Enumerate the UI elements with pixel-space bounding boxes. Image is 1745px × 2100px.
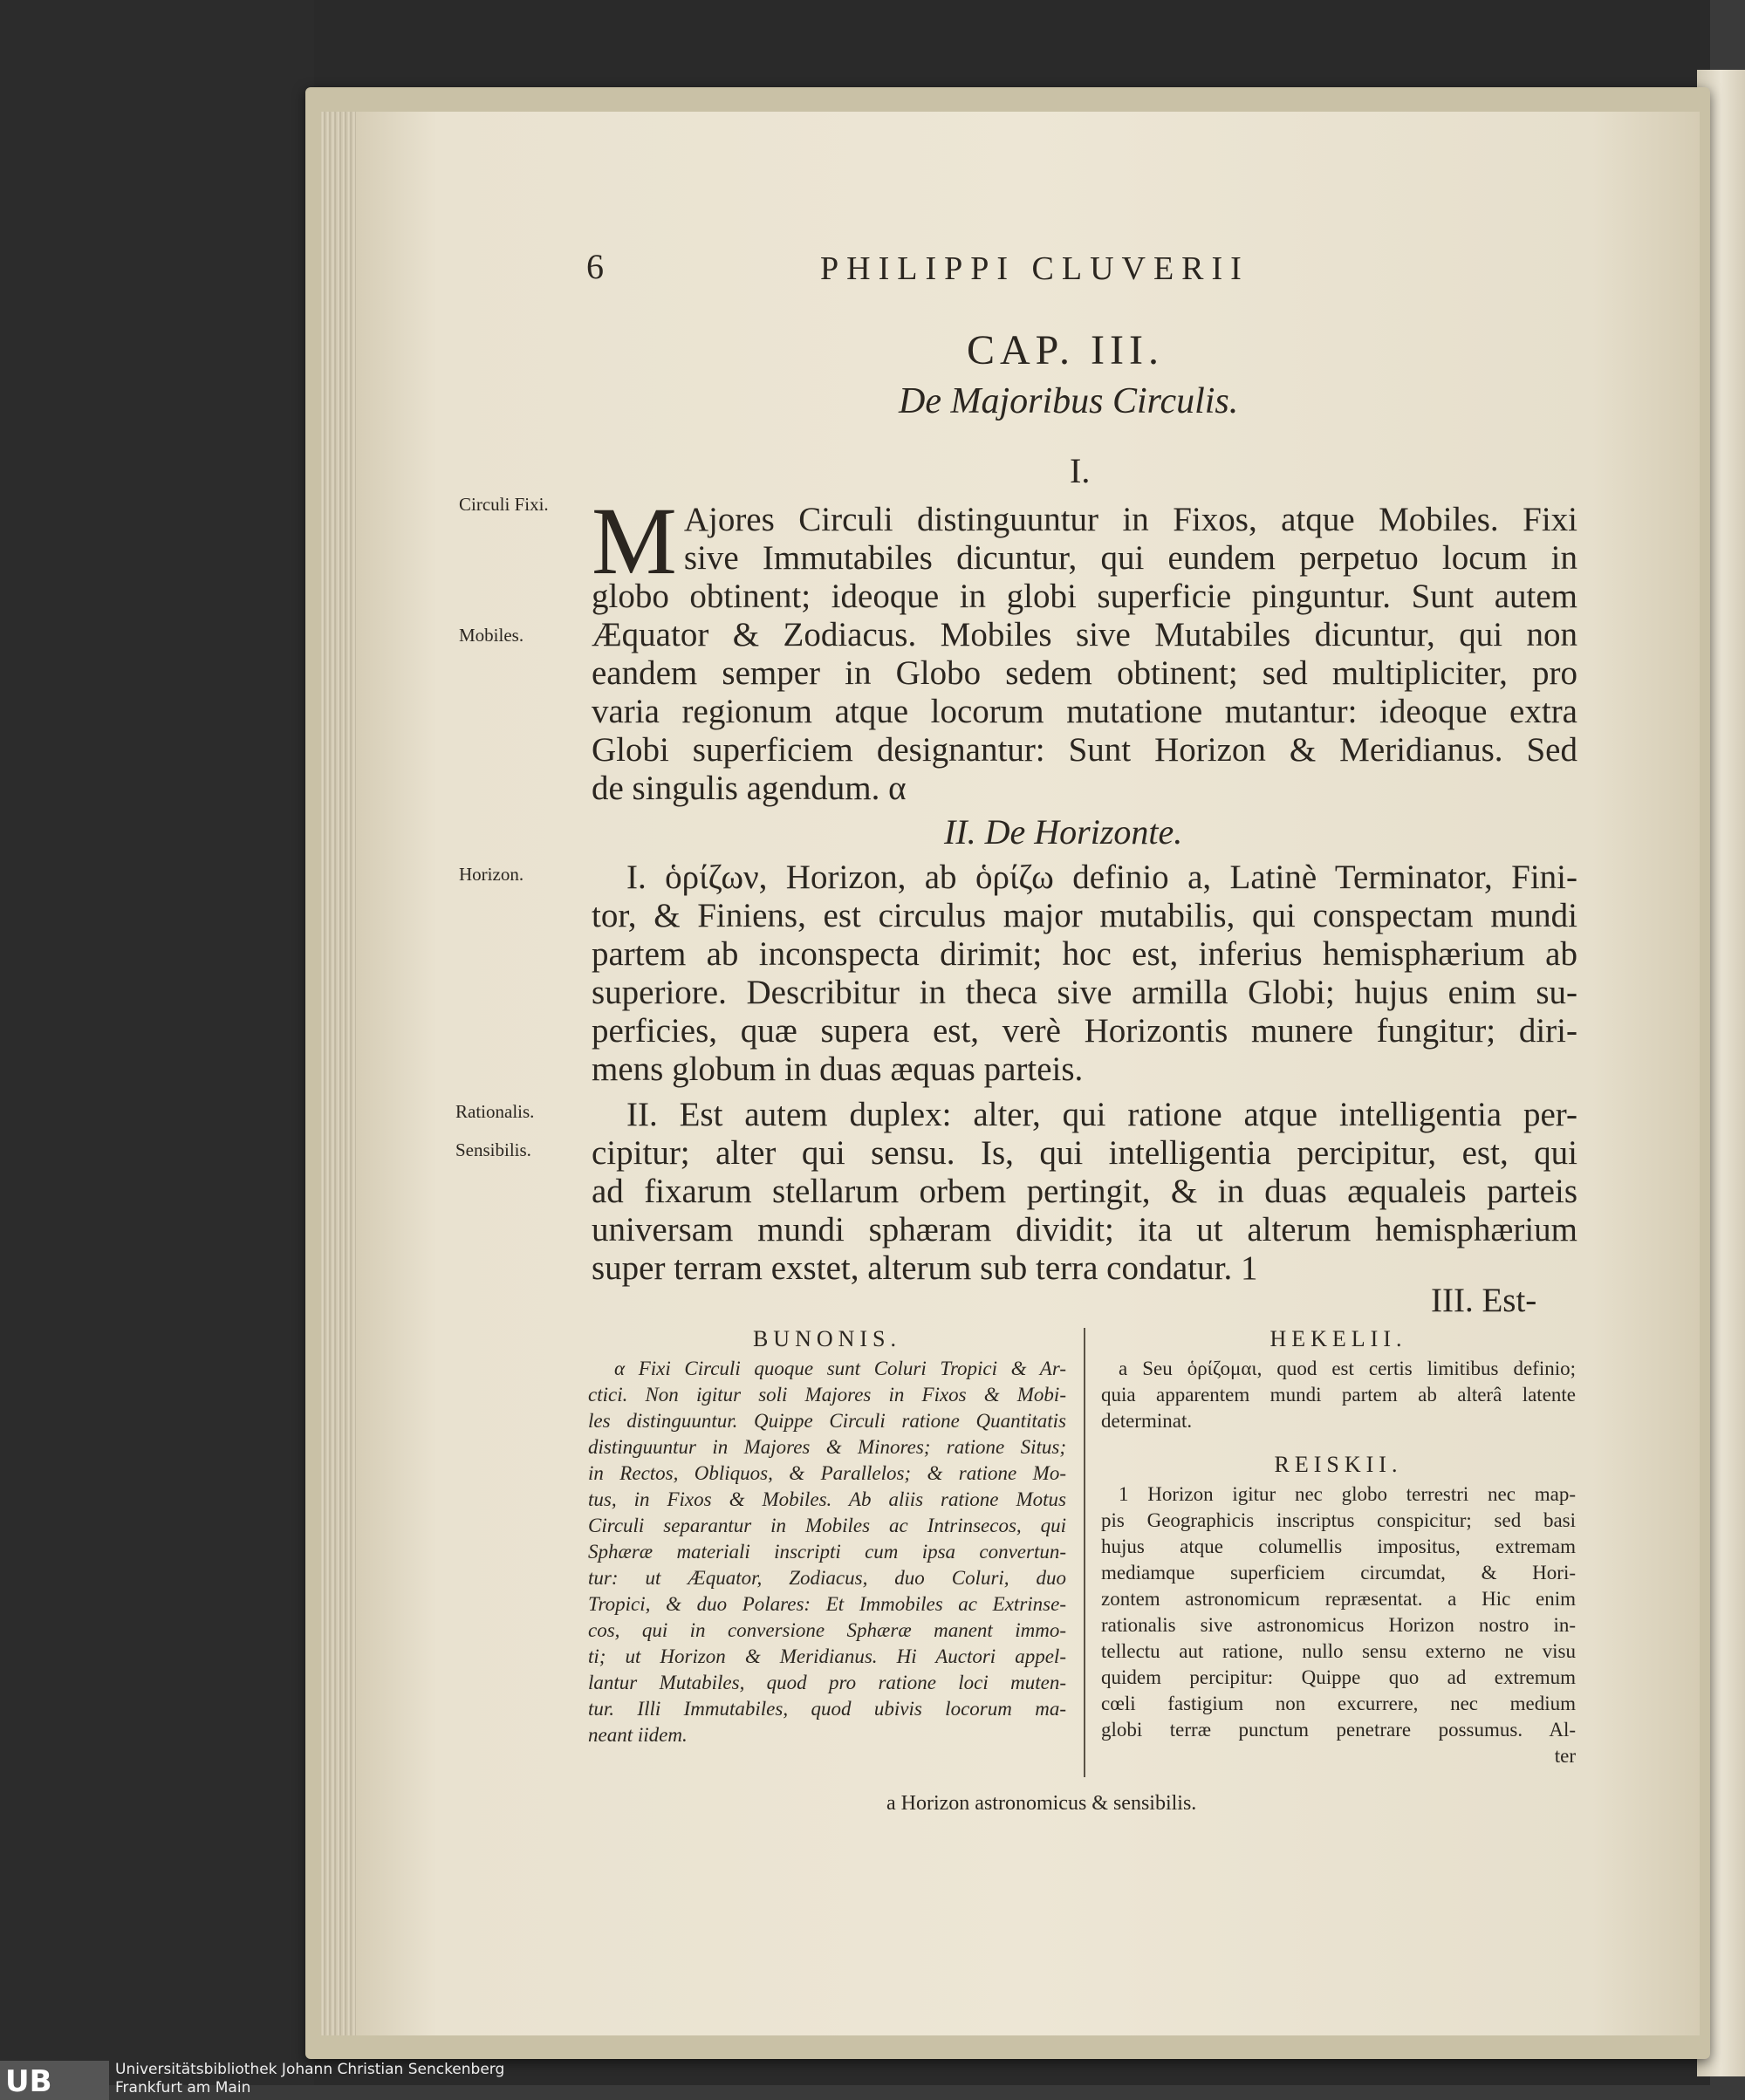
- note-line: distinguuntur in Majores & Minores; ratione Situs;: [588, 1436, 1066, 1458]
- text-line: eandem semper in Globo sedem obtinent; sed multipliciter, pro: [592, 654, 1577, 692]
- note-line: ctici. Non igitur soli Majores in Fixos & Mobi-: [588, 1384, 1066, 1406]
- note-line: cos, qui in conversione Sphæræ manent immo-: [588, 1619, 1066, 1641]
- note-line: determinat.: [1101, 1410, 1193, 1432]
- note-line: quia apparentem mundi partem ab alterâ latente: [1101, 1384, 1576, 1406]
- note-line: hujus atque columellis impositus, extremam: [1101, 1536, 1576, 1557]
- section2-title: II. De Horizonte.: [944, 812, 1183, 852]
- note-line: rationalis sive astronomicus Horizon nostro in-: [1101, 1614, 1576, 1636]
- text-line: perficies, quæ supera est, verè Horizontis munere fungitur; diri-: [592, 1012, 1577, 1050]
- text-line: varia regionum atque locorum mutatione mutantur: ideoque extra: [592, 693, 1577, 730]
- margin-rationalis: Rationalis.: [455, 1101, 535, 1122]
- text-line: Globi superficiem designantur: Sunt Horizon & Meridianus. Sed: [592, 731, 1577, 769]
- notes-left-column: [588, 1326, 1066, 1748]
- notes-left-heading: BUNONIS.: [752, 1326, 902, 1351]
- catchword: III. Est-: [1431, 1282, 1537, 1319]
- background-left: [0, 0, 314, 2085]
- note-line: Tropici, & duo Polares: Et Immobiles ac Extrinse-: [588, 1593, 1066, 1615]
- running-title: PHILIPPI CLUVERII: [820, 250, 1249, 287]
- note-line: 1 Horizon igitur nec globo terrestri nec map-: [1119, 1483, 1576, 1505]
- note-line: zontem astronomicum repræsentat. a Hic enim: [1101, 1588, 1576, 1610]
- page-edges: [321, 112, 356, 2035]
- margin-horizon: Horizon.: [459, 864, 524, 885]
- note-line: les distinguuntur. Quippe Circuli ratione Quantitatis: [588, 1410, 1066, 1432]
- chapter-title: De Majoribus Circulis.: [899, 381, 1239, 421]
- margin-mobiles: Mobiles.: [459, 625, 524, 646]
- note-line: tur. Illi Immutabiles, quod ubivis locorum ma-: [588, 1698, 1066, 1720]
- text-line: super terram exstet, alterum sub terra condatur. 1: [592, 1249, 1258, 1287]
- page-number: 6: [586, 247, 604, 286]
- section2-para1: [592, 858, 1577, 1089]
- margin-sensibilis: Sensibilis.: [455, 1139, 531, 1160]
- notes-right-column: [1101, 1326, 1576, 1769]
- notes-right-heading-2: REISKII.: [1274, 1452, 1403, 1477]
- note-line: cœli fastigium non excurrere, nec medium: [1101, 1693, 1576, 1714]
- note-line: ter: [1554, 1745, 1576, 1767]
- institution-name: [115, 2061, 504, 2097]
- text-line: universam mundi sphæram dividit; ita ut alterum hemisphærium: [592, 1211, 1577, 1248]
- institution-line-2: Frankfurt am Main: [115, 2079, 251, 2097]
- note-line: Circuli separantur in Mobiles ac Intrinsecos, qui: [588, 1515, 1066, 1536]
- margin-circuli-fixi: Circuli Fixi.: [459, 494, 549, 515]
- note-line: globi terræ punctum penetrare possumus. Al-: [1101, 1719, 1576, 1741]
- note-line: pis Geographicis inscriptus conspicitur; sed basi: [1101, 1509, 1576, 1531]
- library-logo: UB: [5, 2064, 52, 2099]
- text-line: globo obtinent; ideoque in globi superficie pinguntur. Sunt autem: [592, 578, 1577, 615]
- section2-para2: [592, 1096, 1577, 1288]
- text-line: ad fixarum stellarum orbem pertingit, & in duas æqualeis parteis: [592, 1173, 1577, 1210]
- section1-body: [592, 488, 1577, 808]
- drop-cap: M: [592, 488, 677, 594]
- note-line: quidem percipitur: Quippe quo ad extremum: [1101, 1666, 1576, 1688]
- bottom-note: a Horizon astronomicus & sensibilis.: [886, 1792, 1197, 1815]
- institution-line-1: Universitätsbibliothek Johann Christian Senckenberg: [115, 2061, 505, 2078]
- note-line: mediamque superficiem circumdat, & Hori-: [1101, 1562, 1576, 1584]
- note-line: tus, in Fixos & Mobiles. Ab aliis ratione Motus: [588, 1488, 1066, 1510]
- text-line: mens globum in duas æquas parteis.: [592, 1050, 1084, 1088]
- text-line: sive Immutabiles dicuntur, qui eundem perpetuo locum in: [683, 539, 1577, 577]
- note-line: tur: ut Æquator, Zodiacus, duo Coluri, duo: [588, 1567, 1066, 1589]
- note-line: a Seu ὁρίζομαι, quod est certis limitibus definio;: [1119, 1358, 1576, 1379]
- text-line: superiore. Describitur in theca sive armilla Globi; hujus enim su-: [592, 974, 1577, 1011]
- note-line: lantur Mutabiles, quod pro ratione loci muten-: [588, 1672, 1066, 1693]
- text-line: tor, & Finiens, est circulus major mutabilis, qui conspectam mundi: [592, 897, 1577, 934]
- notes-right-heading-1: HEKELII.: [1269, 1326, 1407, 1351]
- text-line: Ajores Circuli distinguuntur in Fixos, atque Mobiles. Fixi: [683, 501, 1577, 538]
- text-line: partem ab inconspecta dirimit; hoc est, inferius hemisphærium ab: [592, 935, 1577, 973]
- text-line: I. ὁρίζων, Horizon, ab ὁρίζω definio a, Latinè Terminator, Fini-: [626, 858, 1577, 896]
- note-line: Sphæræ materiali inscripti cum ipsa convertun-: [588, 1541, 1066, 1563]
- column-divider: [1084, 1328, 1085, 1777]
- text-line: Æquator & Zodiacus. Mobiles sive Mutabiles dicuntur, qui non: [592, 616, 1577, 653]
- note-line: ti; ut Horizon & Meridianus. Hi Auctori appel-: [588, 1645, 1066, 1667]
- section-number-1: I.: [1070, 451, 1091, 490]
- chapter-number: CAP. III.: [967, 327, 1165, 373]
- note-line: in Rectos, Obliquos, & Parallelos; & ratione Mo-: [588, 1462, 1066, 1484]
- note-line: neant iidem.: [588, 1724, 688, 1746]
- note-line: α Fixi Circuli quoque sunt Coluri Tropici & Ar-: [614, 1358, 1066, 1379]
- text-line: de singulis agendum. α: [592, 770, 907, 807]
- text-line: II. Est autem duplex: alter, qui ratione atque intelligentia per-: [626, 1096, 1577, 1133]
- text-line: cipitur; alter qui sensu. Is, qui intelligentia percipitur, est, qui: [592, 1134, 1577, 1172]
- note-line: tellectu aut ratione, nullo sensu externo ne visu: [1101, 1640, 1576, 1662]
